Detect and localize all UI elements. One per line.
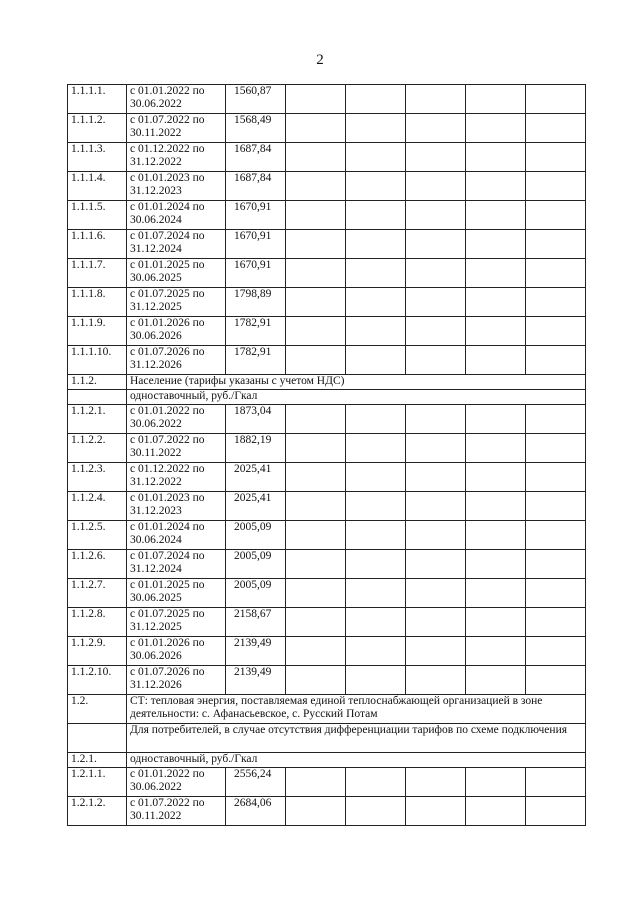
period-line: 30.06.2026: [130, 330, 182, 342]
empty-cell: [526, 288, 586, 317]
empty-cell: [526, 492, 586, 521]
empty-cell: [406, 346, 466, 375]
table-row: [68, 797, 586, 826]
table-row: [68, 375, 586, 390]
period-line: с 01.07.2024 по: [130, 230, 205, 242]
period-cell: [127, 114, 226, 143]
section-text: одноставочный, руб./Гкал: [127, 390, 586, 405]
period-line: с 01.07.2022 по: [130, 114, 205, 126]
empty-cell: [286, 492, 346, 521]
section-text: Население (тарифы указаны с учетом НДС): [127, 375, 586, 390]
empty-cell: [406, 259, 466, 288]
empty-cell: [406, 666, 466, 695]
row-code: 1.1.1.5.: [68, 201, 127, 230]
row-code: 1.1.2.: [68, 375, 127, 390]
empty-cell: [406, 768, 466, 797]
empty-cell: [346, 114, 406, 143]
period-cell: [127, 579, 226, 608]
row-code: [68, 724, 127, 753]
empty-cell: [526, 666, 586, 695]
period-line: с 01.01.2025 по: [130, 579, 205, 591]
empty-cell: [406, 434, 466, 463]
period-cell: [127, 768, 226, 797]
empty-cell: [406, 797, 466, 826]
tariff-value: 2025,41: [226, 492, 286, 521]
empty-cell: [346, 637, 406, 666]
tariff-value: 2005,09: [226, 579, 286, 608]
tariff-value: 2005,09: [226, 550, 286, 579]
table-row: [68, 666, 586, 695]
period-line: 30.06.2022: [130, 418, 182, 430]
empty-cell: [466, 201, 526, 230]
row-code: 1.1.1.10.: [68, 346, 127, 375]
empty-cell: [466, 317, 526, 346]
row-code: 1.1.1.6.: [68, 230, 127, 259]
period-line: 31.12.2023: [130, 185, 182, 197]
empty-cell: [286, 114, 346, 143]
empty-cell: [526, 172, 586, 201]
table-row: [68, 288, 586, 317]
row-code: 1.1.1.8.: [68, 288, 127, 317]
tariff-value: 1560,87: [226, 85, 286, 114]
empty-cell: [406, 550, 466, 579]
period-line: с 01.01.2025 по: [130, 259, 205, 271]
empty-cell: [406, 637, 466, 666]
empty-cell: [406, 114, 466, 143]
period-line: 31.12.2025: [130, 621, 182, 633]
tariff-value: 1782,91: [226, 317, 286, 346]
period-cell: [127, 85, 226, 114]
empty-cell: [346, 550, 406, 579]
table-row: [68, 521, 586, 550]
row-code: 1.2.1.: [68, 753, 127, 768]
empty-cell: [406, 143, 466, 172]
empty-cell: [346, 346, 406, 375]
row-code: 1.1.2.7.: [68, 579, 127, 608]
row-code: 1.1.1.7.: [68, 259, 127, 288]
empty-cell: [466, 346, 526, 375]
section-text: Для потребителей, в случае отсутствия дифференциации тарифов по схеме подключения: [127, 724, 586, 753]
empty-cell: [526, 85, 586, 114]
empty-cell: [526, 550, 586, 579]
empty-cell: [526, 346, 586, 375]
table-row: [68, 259, 586, 288]
period-line: с 01.01.2023 по: [130, 172, 205, 184]
empty-cell: [526, 637, 586, 666]
empty-cell: [526, 608, 586, 637]
row-code: 1.2.1.2.: [68, 797, 127, 826]
period-line: 30.06.2025: [130, 272, 182, 284]
empty-cell: [406, 521, 466, 550]
tariff-value: 1873,04: [226, 405, 286, 434]
period-line: 30.11.2022: [130, 447, 182, 459]
empty-cell: [526, 521, 586, 550]
empty-cell: [346, 405, 406, 434]
empty-cell: [286, 143, 346, 172]
table-row: [68, 317, 586, 346]
tariff-value: 2158,67: [226, 608, 286, 637]
period-line: с 01.01.2026 по: [130, 317, 205, 329]
period-line: 30.11.2022: [130, 127, 182, 139]
empty-cell: [466, 259, 526, 288]
table-row: [68, 463, 586, 492]
empty-cell: [406, 230, 466, 259]
empty-cell: [526, 114, 586, 143]
tariff-value: 1568,49: [226, 114, 286, 143]
row-code: [68, 390, 127, 405]
empty-cell: [466, 608, 526, 637]
period-cell: [127, 172, 226, 201]
period-line: 30.06.2022: [130, 781, 182, 793]
row-code: 1.1.2.2.: [68, 434, 127, 463]
empty-cell: [466, 797, 526, 826]
empty-cell: [406, 492, 466, 521]
empty-cell: [346, 608, 406, 637]
row-code: 1.1.2.10.: [68, 666, 127, 695]
table-row: [68, 114, 586, 143]
table-row: [68, 346, 586, 375]
row-code: 1.1.1.3.: [68, 143, 127, 172]
empty-cell: [286, 346, 346, 375]
section-text: СТ: тепловая энергия, поставляемая единой теплоснабжающей организацией в зоне деятельности: с. Афанасьевское, с. Русский Потам: [127, 695, 586, 724]
empty-cell: [346, 317, 406, 346]
empty-cell: [286, 666, 346, 695]
empty-cell: [346, 463, 406, 492]
tariff-value: 1670,91: [226, 230, 286, 259]
table-row: [68, 405, 586, 434]
empty-cell: [286, 608, 346, 637]
table-row: [68, 608, 586, 637]
empty-cell: [346, 288, 406, 317]
empty-cell: [466, 405, 526, 434]
period-cell: [127, 288, 226, 317]
period-line: с 01.07.2026 по: [130, 666, 205, 678]
tariff-value: 2139,49: [226, 666, 286, 695]
empty-cell: [406, 405, 466, 434]
period-cell: [127, 666, 226, 695]
empty-cell: [526, 143, 586, 172]
period-line: 31.12.2024: [130, 563, 182, 575]
page-number: 2: [316, 52, 324, 68]
row-code: 1.2.: [68, 695, 127, 724]
period-line: 31.12.2026: [130, 679, 182, 691]
empty-cell: [466, 172, 526, 201]
period-line: с 01.07.2025 по: [130, 608, 205, 620]
period-line: 30.06.2024: [130, 214, 182, 226]
empty-cell: [526, 463, 586, 492]
period-line: с 01.12.2022 по: [130, 463, 205, 475]
empty-cell: [526, 405, 586, 434]
empty-cell: [526, 797, 586, 826]
period-line: с 01.01.2023 по: [130, 492, 205, 504]
empty-cell: [406, 85, 466, 114]
table-row: [68, 753, 586, 768]
empty-cell: [286, 550, 346, 579]
empty-cell: [286, 463, 346, 492]
empty-cell: [466, 434, 526, 463]
period-cell: [127, 201, 226, 230]
period-line: с 01.01.2024 по: [130, 521, 205, 533]
row-code: 1.1.2.6.: [68, 550, 127, 579]
period-line: 30.06.2022: [130, 98, 182, 110]
empty-cell: [406, 317, 466, 346]
empty-cell: [286, 201, 346, 230]
empty-cell: [346, 768, 406, 797]
table-row: [68, 172, 586, 201]
empty-cell: [466, 85, 526, 114]
period-line: 30.06.2024: [130, 534, 182, 546]
tariff-value: 1670,91: [226, 201, 286, 230]
period-line: 31.12.2022: [130, 156, 182, 168]
empty-cell: [346, 492, 406, 521]
empty-cell: [466, 521, 526, 550]
empty-cell: [406, 288, 466, 317]
empty-cell: [466, 114, 526, 143]
row-code: 1.1.2.3.: [68, 463, 127, 492]
row-code: 1.1.2.9.: [68, 637, 127, 666]
table-row: [68, 695, 586, 724]
tariff-value: 1798,89: [226, 288, 286, 317]
period-cell: [127, 521, 226, 550]
row-code: 1.1.2.1.: [68, 405, 127, 434]
empty-cell: [466, 637, 526, 666]
period-line: 31.12.2023: [130, 505, 182, 517]
empty-cell: [346, 797, 406, 826]
empty-cell: [286, 172, 346, 201]
table-row: [68, 201, 586, 230]
period-line: с 01.12.2022 по: [130, 143, 205, 155]
empty-cell: [346, 143, 406, 172]
empty-cell: [466, 288, 526, 317]
row-code: 1.1.2.4.: [68, 492, 127, 521]
tariff-table: [67, 84, 586, 826]
period-line: 31.12.2026: [130, 359, 182, 371]
period-cell: [127, 492, 226, 521]
period-cell: [127, 230, 226, 259]
row-code: 1.1.2.5.: [68, 521, 127, 550]
empty-cell: [466, 579, 526, 608]
period-line: 31.12.2024: [130, 243, 182, 255]
empty-cell: [526, 768, 586, 797]
empty-cell: [526, 579, 586, 608]
tariff-value: 1670,91: [226, 259, 286, 288]
table-row: [68, 724, 586, 753]
tariff-value: 1782,91: [226, 346, 286, 375]
empty-cell: [346, 666, 406, 695]
empty-cell: [346, 521, 406, 550]
period-cell: [127, 550, 226, 579]
period-cell: [127, 346, 226, 375]
empty-cell: [286, 768, 346, 797]
period-cell: [127, 608, 226, 637]
empty-cell: [286, 434, 346, 463]
empty-cell: [286, 317, 346, 346]
empty-cell: [346, 579, 406, 608]
empty-cell: [526, 434, 586, 463]
empty-cell: [406, 608, 466, 637]
empty-cell: [346, 172, 406, 201]
table-row: [68, 550, 586, 579]
period-cell: [127, 637, 226, 666]
period-cell: [127, 463, 226, 492]
period-line: 30.11.2022: [130, 810, 182, 822]
empty-cell: [346, 230, 406, 259]
period-line: с 01.01.2026 по: [130, 637, 205, 649]
period-line: 30.06.2025: [130, 592, 182, 604]
period-cell: [127, 434, 226, 463]
table-row: [68, 390, 586, 405]
empty-cell: [466, 768, 526, 797]
period-line: 30.06.2026: [130, 650, 182, 662]
empty-cell: [286, 579, 346, 608]
tariff-value: 2684,06: [226, 797, 286, 826]
row-code: 1.1.1.4.: [68, 172, 127, 201]
period-line: с 01.07.2025 по: [130, 288, 205, 300]
empty-cell: [286, 288, 346, 317]
tariff-value: 2139,49: [226, 637, 286, 666]
empty-cell: [346, 201, 406, 230]
row-code: 1.1.1.2.: [68, 114, 127, 143]
row-code: 1.1.1.9.: [68, 317, 127, 346]
empty-cell: [286, 259, 346, 288]
tariff-value: 2005,09: [226, 521, 286, 550]
empty-cell: [466, 230, 526, 259]
period-line: с 01.01.2022 по: [130, 85, 205, 97]
table-row: [68, 230, 586, 259]
period-cell: [127, 797, 226, 826]
empty-cell: [526, 317, 586, 346]
empty-cell: [466, 492, 526, 521]
empty-cell: [466, 143, 526, 172]
tariff-value: 1882,19: [226, 434, 286, 463]
empty-cell: [346, 259, 406, 288]
row-code: 1.2.1.1.: [68, 768, 127, 797]
empty-cell: [466, 550, 526, 579]
period-line: 31.12.2025: [130, 301, 182, 313]
empty-cell: [466, 666, 526, 695]
empty-cell: [286, 637, 346, 666]
empty-cell: [286, 85, 346, 114]
period-line: с 01.01.2022 по: [130, 405, 205, 417]
period-line: с 01.07.2024 по: [130, 550, 205, 562]
empty-cell: [526, 201, 586, 230]
empty-cell: [346, 434, 406, 463]
table-row: [68, 492, 586, 521]
tariff-value: 2025,41: [226, 463, 286, 492]
empty-cell: [286, 405, 346, 434]
period-line: с 01.01.2022 по: [130, 768, 205, 780]
empty-cell: [526, 230, 586, 259]
period-cell: [127, 405, 226, 434]
table-row: [68, 768, 586, 797]
tariff-value: 2556,24: [226, 768, 286, 797]
empty-cell: [406, 579, 466, 608]
period-line: 31.12.2022: [130, 476, 182, 488]
period-cell: [127, 143, 226, 172]
empty-cell: [286, 797, 346, 826]
row-code: 1.1.1.1.: [68, 85, 127, 114]
empty-cell: [406, 201, 466, 230]
table-row: [68, 85, 586, 114]
empty-cell: [526, 259, 586, 288]
period-cell: [127, 317, 226, 346]
empty-cell: [406, 172, 466, 201]
period-cell: [127, 259, 226, 288]
empty-cell: [286, 230, 346, 259]
tariff-value: 1687,84: [226, 143, 286, 172]
period-line: с 01.07.2026 по: [130, 346, 205, 358]
period-line: с 01.01.2024 по: [130, 201, 205, 213]
table-row: [68, 579, 586, 608]
section-text: одноставочный, руб./Гкал: [127, 753, 586, 768]
tariff-value: 1687,84: [226, 172, 286, 201]
period-line: с 01.07.2022 по: [130, 797, 205, 809]
period-line: с 01.07.2022 по: [130, 434, 205, 446]
row-code: 1.1.2.8.: [68, 608, 127, 637]
empty-cell: [286, 521, 346, 550]
empty-cell: [346, 85, 406, 114]
table-row: [68, 143, 586, 172]
table-row: [68, 637, 586, 666]
table-row: [68, 434, 586, 463]
empty-cell: [466, 463, 526, 492]
empty-cell: [406, 463, 466, 492]
